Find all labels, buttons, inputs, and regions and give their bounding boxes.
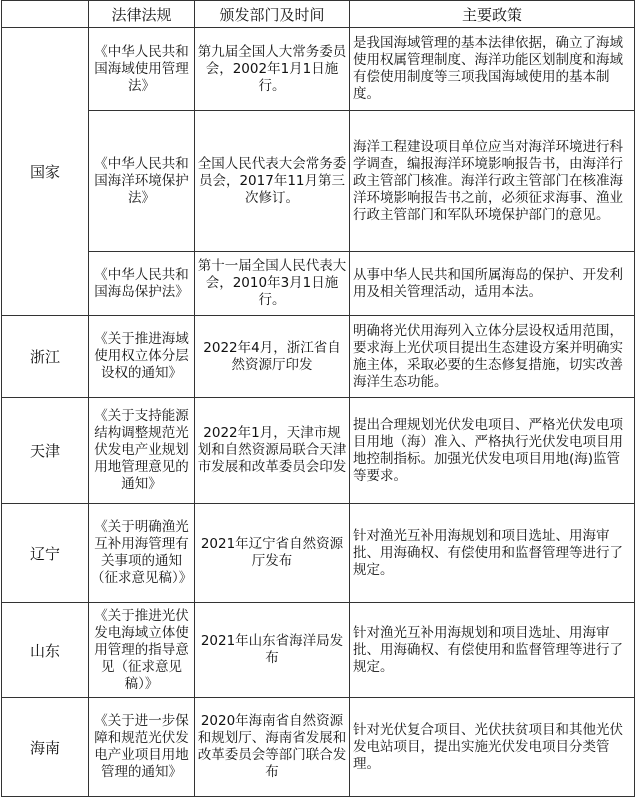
- department-cell: 2022年1月，天津市规划和自然资源局联合天津市发展和改革委员会印发: [195, 398, 350, 504]
- policy-cell: 海洋工程建设项目单位应当对海洋环境进行科学调查，编报海洋环境影响报告书，由海洋行政主管部门核准。海洋行政主管部门在核准海洋环境影响报告书之前，必须征求海事、渔业行政主管部门和军队环境保护部门的意见。: [350, 111, 635, 252]
- law-cell: 《关于明确渔光互补用海管理有关事项的通知（征求意见稿）》: [89, 504, 195, 603]
- region-cell: 浙江: [2, 316, 89, 398]
- law-cell: 《关于支持能源结构调整规范光伏发电产业规划用地管理意见的通知》: [89, 398, 195, 504]
- department-cell: 第十一届全国人民代表大会，2010年3月1日施行。: [195, 252, 350, 316]
- table-row: [2, 111, 635, 252]
- policy-cell: 是我国海域管理的基本法律依据，确立了海域使用权属管理制度、海洋功能区划制度和海域有偿使用制度等三项我国海域使用的基本制度。: [350, 28, 635, 111]
- region-cell: 天津: [2, 398, 89, 504]
- policy-cell: 针对渔光互补用海规划和项目选址、用海审批、用海确权、有偿使用和监督管理等进行了规定。: [350, 603, 635, 698]
- law-cell: 《中华人民共和国海岛保护法》: [89, 252, 195, 316]
- policy-cell: 针对光伏复合项目、光伏扶贫项目和其他光伏发电站项目，提出实施光伏发电项目分类管理。: [350, 698, 635, 797]
- table-row: [2, 504, 635, 603]
- policy-cell: 提出合理规划光伏发电项目、严格光伏发电项目用地（海）准入、严格执行光伏发电项目用地控制指标。加强光伏发电项目用地(海)监管等要求。: [350, 398, 635, 504]
- region-cell: 国家: [2, 28, 89, 316]
- department-cell: 2021年辽宁省自然资源厅发布: [195, 504, 350, 603]
- header-region: [2, 1, 89, 28]
- table-row: [2, 28, 635, 111]
- header-row: [2, 1, 635, 28]
- region-cell: 辽宁: [2, 504, 89, 603]
- law-cell: 《关于推进海域使用权立体分层设权的通知》: [89, 316, 195, 398]
- policy-cell: 从事中华人民共和国所属海岛的保护、开发利用及相关管理活动，适用本法。: [350, 252, 635, 316]
- region-cell: 海南: [2, 698, 89, 797]
- law-cell: 《中华人民共和国海洋环境保护法》: [89, 111, 195, 252]
- header-department: 颁发部门及时间: [195, 1, 350, 28]
- table-row: [2, 398, 635, 504]
- law-cell: 《中华人民共和国海域使用管理法》: [89, 28, 195, 111]
- region-cell: 山东: [2, 603, 89, 698]
- law-cell: 《关于推进光伏发电海域立体使用管理的指导意见（征求意见稿）》: [89, 603, 195, 698]
- table-row: [2, 252, 635, 316]
- department-cell: 全国人民代表大会常务委员会，2017年11月第三次修订。: [195, 111, 350, 252]
- table-row: [2, 316, 635, 398]
- department-cell: 2022年4月，浙江省自然资源厅印发: [195, 316, 350, 398]
- header-law: 法律法规: [89, 1, 195, 28]
- table-row: [2, 698, 635, 797]
- law-cell: 《关于进一步保障和规范光伏发电产业项目用地管理的通知》: [89, 698, 195, 797]
- policy-cell: 明确将光伏用海列入立体分层设权适用范围，要求海上光伏项目提出生态建设方案并明确实施主体，采取必要的生态修复措施，切实改善海洋生态功能。: [350, 316, 635, 398]
- department-cell: 第九届全国人大常务委员会，2002年1月1日施行。: [195, 28, 350, 111]
- policy-cell: 针对渔光互补用海规划和项目选址、用海审批、用海确权、有偿使用和监督管理等进行了规定。: [350, 504, 635, 603]
- department-cell: 2021年山东省海洋局发布: [195, 603, 350, 698]
- policy-table: [1, 0, 635, 797]
- header-policy: 主要政策: [350, 1, 635, 28]
- table-row: [2, 603, 635, 698]
- department-cell: 2020年海南省自然资源和规划厅、海南省发展和改革委员会等部门联合发布: [195, 698, 350, 797]
